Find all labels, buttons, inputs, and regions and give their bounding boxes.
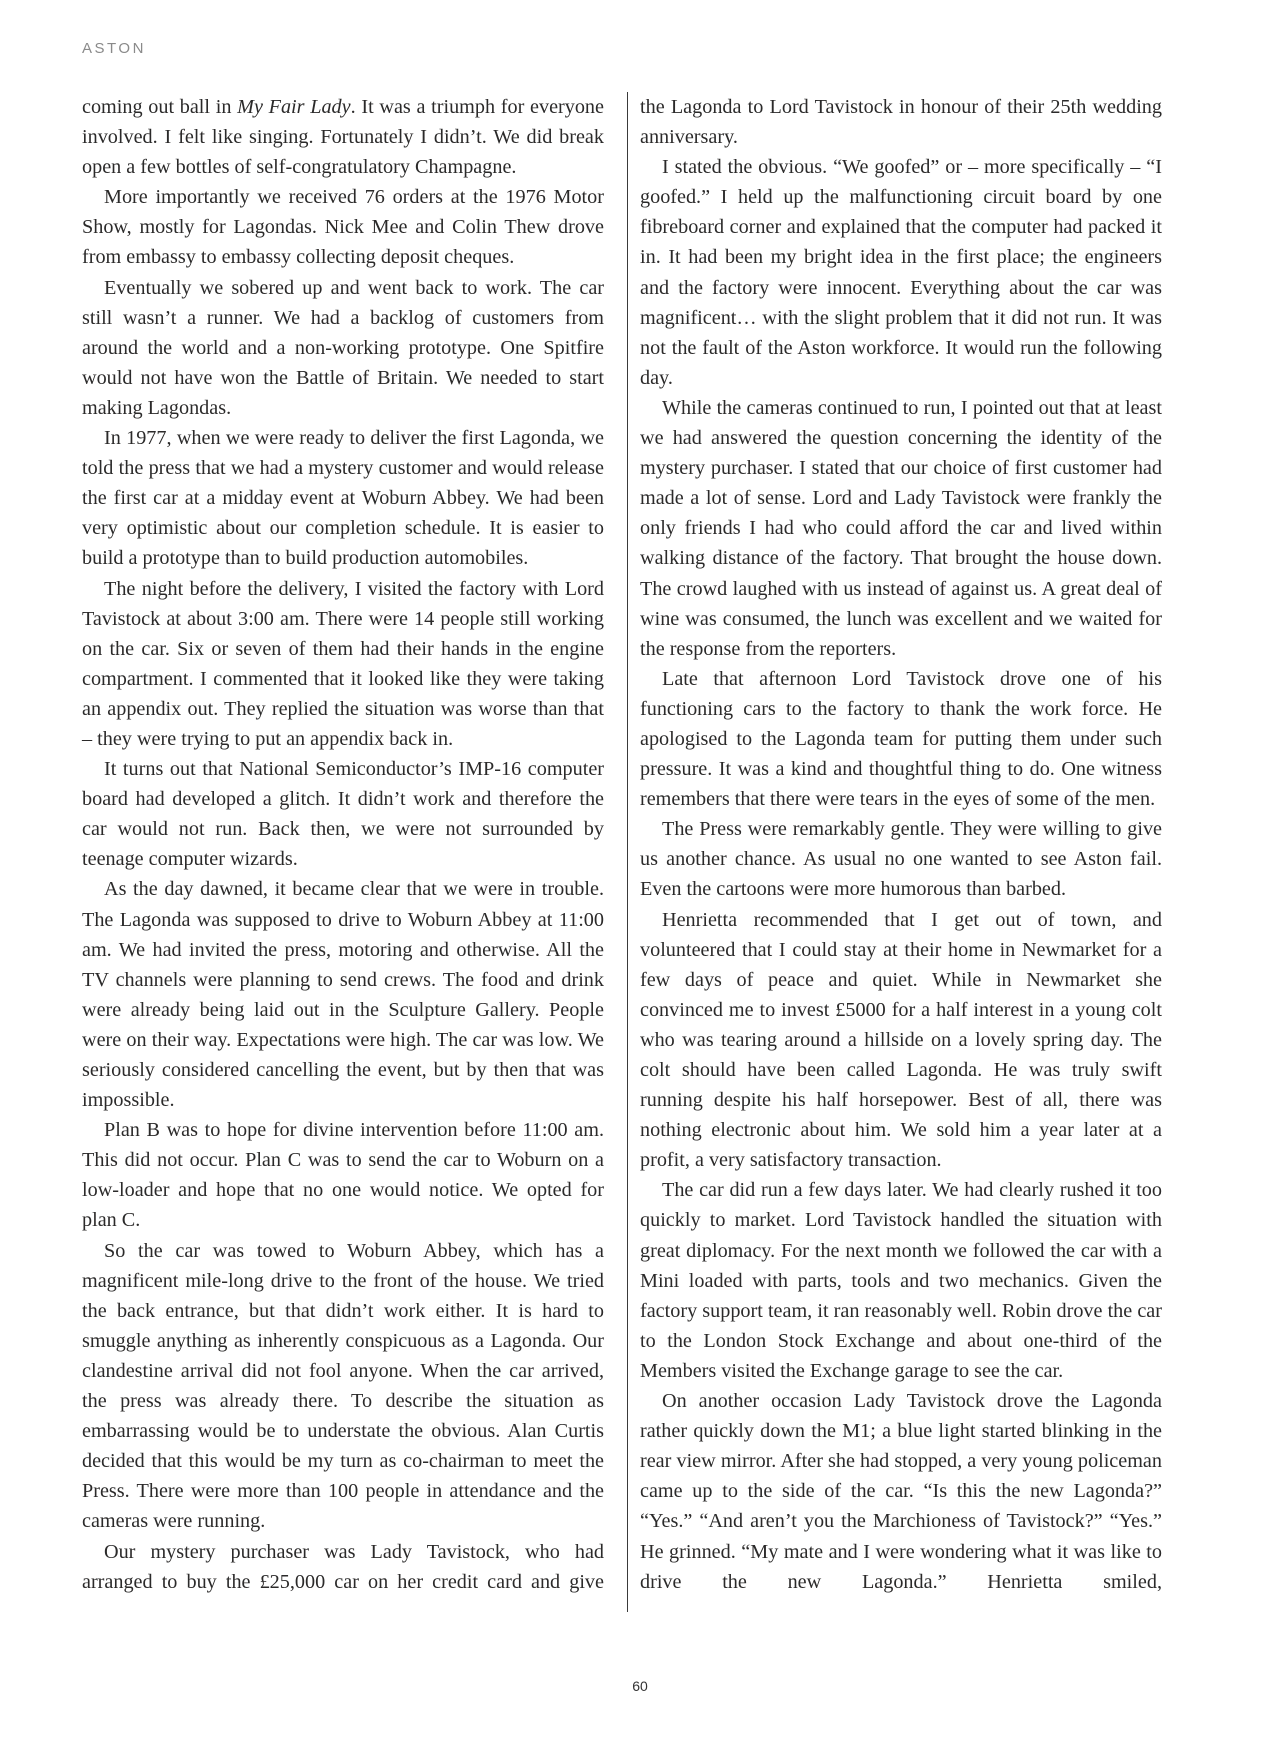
paragraph: The Press were remarkably gentle. They were willing to give us another chance. As usual no one wanted to see Aston fail. Even the cartoons were more humorous than barbed. (640, 818, 1162, 901)
paragraph: On another occasion Lady Tavistock drove the Lagonda rather quickly down the M1; a blue light started blinking in the rear view mirror. After she had stopped, a very young policeman came up to the side of the car. “Is this the new Lagonda?” “Yes.” “And aren’t you the Marchioness of Tavistock?” “Yes.” He grinned. “My mate and I were wondering what it was like to drive the new Lagonda.” Henrietta smiled, (640, 1390, 1162, 1593)
paragraph: Henrietta recommended that I get out of town, and volunteered that I could stay at their home in Newmarket for a few days of peace and quiet. While in Newmarket she convinced me to invest £5000 for a half interest in a young colt who was tearing around a hillside on a lovely spring day. The colt should have been called Lagonda. He was truly swift running despite his half horsepower. Best of all, there was nothing electronic about him. We sold him a year later at a profit, a very satisfactory transaction. (640, 908, 1162, 1172)
paragraph: In 1977, when we were ready to deliver the first Lagonda, we told the press that we had a mystery customer and would release the first car at a midday event at Woburn Abbey. We had been very optimistic about our completion schedule. It is easier to build a prototype than to build production automobiles. (82, 427, 604, 570)
paragraph: More importantly we received 76 orders at the 1976 Motor Show, mostly for Lagondas. Nick Mee and Colin Thew drove from embassy to embassy collecting deposit cheques. (82, 186, 604, 269)
paragraph: So the car was towed to Woburn Abbey, which has a magnificent mile-long drive to the front of the house. We tried the back entrance, but that didn’t work either. It is hard to smuggle anything as inherently conspicuous as a Lagonda. Our clandestine arrival did not fool anyone. When the car arrived, the press was already there. To describe the situation as embarrassing would be to understate the obvious. Alan Curtis decided that this would be my turn as co-chairman to meet the Press. There were more than 100 people in attendance and the cameras were running. (82, 1239, 604, 1533)
paragraph-text: . It was a triumph for everyone involved. I felt like singing. Fortunately I didn’t. We did break open a few bottles of self-congratulatory Champagne. (82, 96, 604, 179)
paragraph: I stated the obvious. “We goofed” or – more specifically – “I goofed.” I held up the malfunctioning circuit board by one fibreboard corner and explained that the computer had packed it in. It had been my bright idea in the first place; the engineers and the factory were innocent. Everything about the car was magnificent… with the slight problem that it did not run. It was not the fault of the Aston workforce. It would run the following day. (640, 156, 1162, 389)
page-number: 60 (632, 1678, 648, 1694)
column-divider (627, 92, 628, 1612)
paragraph: As the day dawned, it became clear that we were in trouble. The Lagonda was supposed to drive to Woburn Abbey at 11:00 am. We had invited the press, motoring and otherwise. All the TV channels were planning to send crews. The food and drink were already being laid out in the Sculpture Gallery. People were on their way. Expectations were high. The car was low. We seriously considered cancelling the event, but by then that was impossible. (82, 878, 604, 1112)
paragraph: It turns out that National Semiconductor’s IMP-16 computer board had developed a glitch. It didn’t work and therefore the car would not run. Back then, we were not surrounded by teenage computer wizards. (82, 758, 604, 871)
running-head: ASTON (82, 40, 146, 57)
paragraph: Late that afternoon Lord Tavistock drove one of his functioning cars to the factory to thank the work force. He apologised to the Lagonda team for putting them under such pressure. It was a kind and thoughtful thing to do. One witness remembers that there were tears in the eyes of some of the men. (640, 667, 1162, 811)
right-column (640, 92, 1162, 1597)
paragraph: Plan B was to hope for divine intervention before 11:00 am. This did not occur. Plan C was to send the car to Woburn on a low-loader and hope that no one would notice. We opted for plan C. (82, 1119, 604, 1232)
paragraph: coming out ball in My Fair Lady. It was a triumph for everyone involved. I felt like singing. Fortunately I didn’t. We did break open a few bottles of self-congratulatory Champagne. (82, 96, 604, 179)
paragraph: The night before the delivery, I visited the factory with Lord Tavistock at about 3:00 am. There were 14 people still working on the car. Six or seven of them had their hands in the engine compartment. I commented that it looked like they were taking an appendix out. They replied the situation was worse than that – they were trying to put an appendix back in. (82, 577, 604, 750)
paragraph: Eventually we sobered up and went back to work. The car still wasn’t a runner. We had a backlog of customers from around the world and a non-working prototype. One Spitfire would not have won the Battle of Britain. We needed to start making Lagondas. (82, 276, 604, 419)
left-column (82, 92, 604, 1597)
paragraph: the Lagonda to Lord Tavistock in honour of their 25th wedding anniversary. (640, 96, 1162, 149)
paragraph: Our mystery purchaser was Lady Tavistock, who had arranged to buy the £25,000 car on her credit card and give (82, 1540, 604, 1593)
paragraph: While the cameras continued to run, I pointed out that at least we had answered the question concerning the identity of the mystery purchaser. I stated that our choice of first customer had made a lot of sense. Lord and Lady Tavistock were frankly the only friends I had who could afford the car and lived within walking distance of the factory. That brought the house down. The crowd laughed with us instead of against us. A great deal of wine was consumed, the lunch was excellent and we waited for the response from the reporters. (640, 396, 1162, 660)
book-title: My Fair Lady (237, 96, 351, 118)
paragraph: The car did run a few days later. We had clearly rushed it too quickly to market. Lord Tavistock handled the situation with great diplomacy. For the next month we followed the car with a Mini loaded with parts, tools and two mechanics. Given the factory support team, it ran reasonably well. Robin drove the car to the London Stock Exchange and about one-third of the Members visited the Exchange garage to see the car. (640, 1179, 1162, 1382)
